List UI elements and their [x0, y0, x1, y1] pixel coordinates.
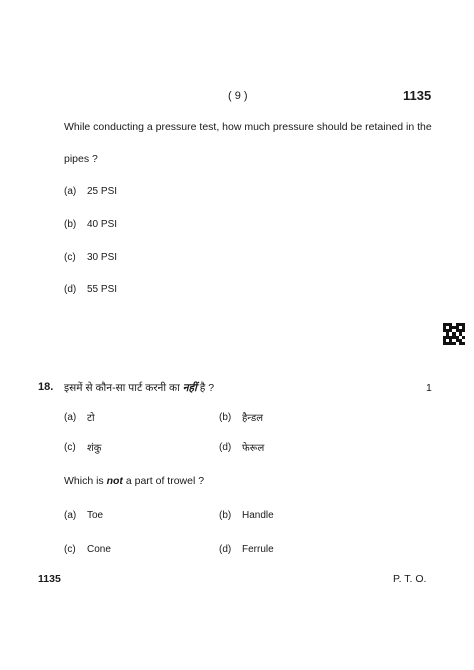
- q18-hi-option-a-label: (a): [64, 412, 77, 423]
- q18-en-option-c-text: Cone: [87, 544, 111, 555]
- q18-en-option-c-label: (c): [64, 544, 76, 555]
- pto-label: P. T. O.: [393, 573, 427, 585]
- q18-en-option-b-text: Handle: [242, 510, 274, 521]
- q18-hi-option-c-text: शंकु: [87, 443, 102, 454]
- q18-hi-option-a-text: टो: [87, 413, 95, 424]
- q17-option-b-label: (b): [64, 219, 77, 230]
- question-18-hindi-text: [64, 381, 214, 395]
- q18-hi-option-b-label: (b): [219, 412, 232, 423]
- q18-en-before: Which is: [64, 475, 104, 487]
- q18-en-option-d-text: Ferrule: [242, 544, 274, 555]
- page-number: ( 9 ): [228, 90, 248, 102]
- q18-hindi-emphasis: नहीं: [182, 382, 197, 394]
- question-18-marks: 1: [426, 382, 432, 394]
- question-18-number: 18.: [38, 381, 54, 393]
- paper-code-footer: 1135: [38, 573, 61, 585]
- q18-hi-option-d-text: फेरूल: [242, 443, 265, 454]
- q17-option-a-label: (a): [64, 186, 77, 197]
- q18-en-option-b-label: (b): [219, 510, 232, 521]
- q18-en-option-a-text: Toe: [87, 510, 104, 521]
- qr-code: [443, 323, 465, 345]
- question-17-text-line1: While conducting a pressure test, how much pressure should be retained in the: [64, 121, 432, 133]
- q17-option-c-label: (c): [64, 252, 76, 263]
- q17-option-b-text: 40 PSI: [87, 219, 118, 230]
- q18-hi-option-c-label: (c): [64, 442, 76, 453]
- q18-en-after: a part of trowel ?: [125, 475, 205, 487]
- question-17-text-line2: pipes ?: [64, 153, 98, 165]
- q17-option-c-text: 30 PSI: [87, 252, 118, 263]
- q17-option-d-label: (d): [64, 284, 77, 295]
- q18-en-option-d-label: (d): [219, 544, 232, 555]
- q18-hindi-after: है ?: [199, 382, 215, 394]
- question-18-english-text: [64, 475, 204, 487]
- q18-hi-option-b-text: हैन्डल: [242, 413, 264, 424]
- q18-hi-option-d-label: (d): [219, 442, 232, 453]
- q18-en-emphasis: not: [106, 475, 123, 487]
- paper-code-header: 1135: [403, 88, 432, 103]
- q18-hindi-before: इसमें से कौन-सा पार्ट करनी का: [64, 382, 180, 394]
- q18-en-option-a-label: (a): [64, 510, 77, 521]
- q17-option-d-text: 55 PSI: [87, 284, 118, 295]
- q17-option-a-text: 25 PSI: [87, 186, 118, 197]
